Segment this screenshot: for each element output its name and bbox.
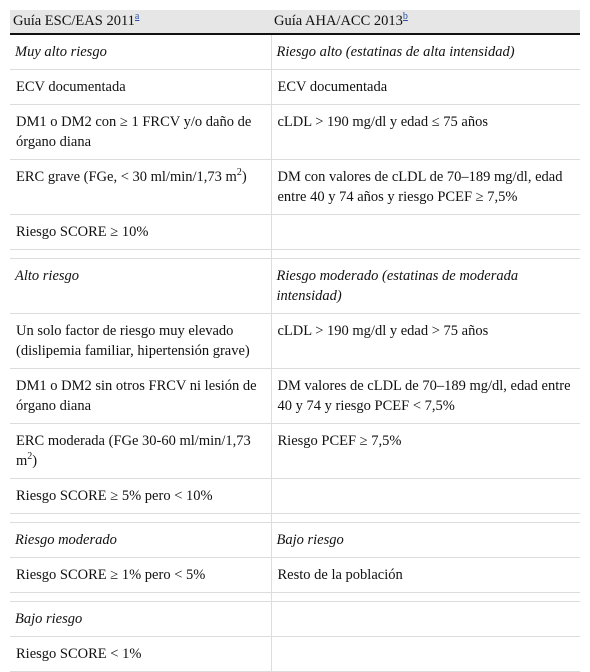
table-row	[10, 479, 580, 514]
table-row	[10, 637, 580, 672]
footnote-link-b[interactable]: b	[402, 11, 408, 23]
cell-left: ECV documentada	[10, 70, 271, 105]
cell-left: ERC grave (FGe, < 30 ml/min/1,73 $m^2$)	[10, 160, 271, 215]
cell-left: Un solo factor de riesgo muy elevado (dislipemia familiar, hipertensión grave)	[10, 314, 271, 369]
table-row	[10, 424, 580, 479]
footnote-link-a[interactable]: a	[134, 11, 140, 23]
cell-left: Riesgo SCORE ≥ 5% pero < 10%	[10, 479, 271, 514]
table-row	[10, 105, 580, 160]
category-left: Riesgo moderado	[10, 523, 271, 558]
table-row	[10, 369, 580, 424]
table-row	[10, 70, 580, 105]
cell-right: Resto de la población	[271, 558, 580, 593]
category-left: Alto riesgo	[10, 259, 271, 314]
table-row	[10, 314, 580, 369]
cell-left: Riesgo SCORE < 1%	[10, 637, 271, 672]
table-row	[10, 160, 580, 215]
cell-right	[271, 637, 580, 672]
cell-right: DM con valores de cLDL de 70–189 mg/dl, edad entre 40 y 74 años y riesgo PCEF ≥ 7,5%	[271, 160, 580, 215]
table-row	[10, 558, 580, 593]
category-left: Muy alto riesgo	[10, 34, 271, 70]
category-right: Riesgo alto (estatinas de alta intensidad)	[271, 34, 580, 70]
cell-left: Riesgo SCORE ≥ 10%	[10, 215, 271, 250]
category-row	[10, 259, 580, 314]
category-row	[10, 34, 580, 70]
cell-right	[271, 215, 580, 250]
cell-right: cLDL > 190 mg/dl y edad ≤ 75 años	[271, 105, 580, 160]
spacer-row	[10, 593, 580, 602]
cell-left: DM1 o DM2 con ≥ 1 FRCV y/o daño de órgano diana	[10, 105, 271, 160]
category-right: Riesgo moderado (estatinas de moderada intensidad)	[271, 259, 580, 314]
risk-classification-table	[10, 10, 580, 672]
spacer-row	[10, 514, 580, 523]
category-row	[10, 602, 580, 637]
cell-right: ECV documentada	[271, 70, 580, 105]
cell-right: DM valores de cLDL de 70–189 mg/dl, edad entre 40 y 74 y riesgo PCEF < 7,5%	[271, 369, 580, 424]
header-aha-acc-2013: Guía AHA/ACC 2013$^b$	[271, 10, 580, 34]
cell-right: Riesgo PCEF ≥ 7,5%	[271, 424, 580, 479]
spacer-row	[10, 250, 580, 259]
category-left: Bajo riesgo	[10, 602, 271, 637]
category-right	[271, 602, 580, 637]
cell-left: Riesgo SCORE ≥ 1% pero < 5%	[10, 558, 271, 593]
cell-left: ERC moderada (FGe 30-60 ml/min/1,73 $m^2$)	[10, 424, 271, 479]
header-esc-eas-2011: Guía ESC/EAS 2011$^a$	[10, 10, 271, 34]
category-right: Bajo riesgo	[271, 523, 580, 558]
table-row	[10, 215, 580, 250]
cell-right: cLDL > 190 mg/dl y edad > 75 años	[271, 314, 580, 369]
category-row	[10, 523, 580, 558]
table-header-row	[10, 10, 580, 34]
cell-right	[271, 479, 580, 514]
cell-left: DM1 o DM2 sin otros FRCV ni lesión de órgano diana	[10, 369, 271, 424]
